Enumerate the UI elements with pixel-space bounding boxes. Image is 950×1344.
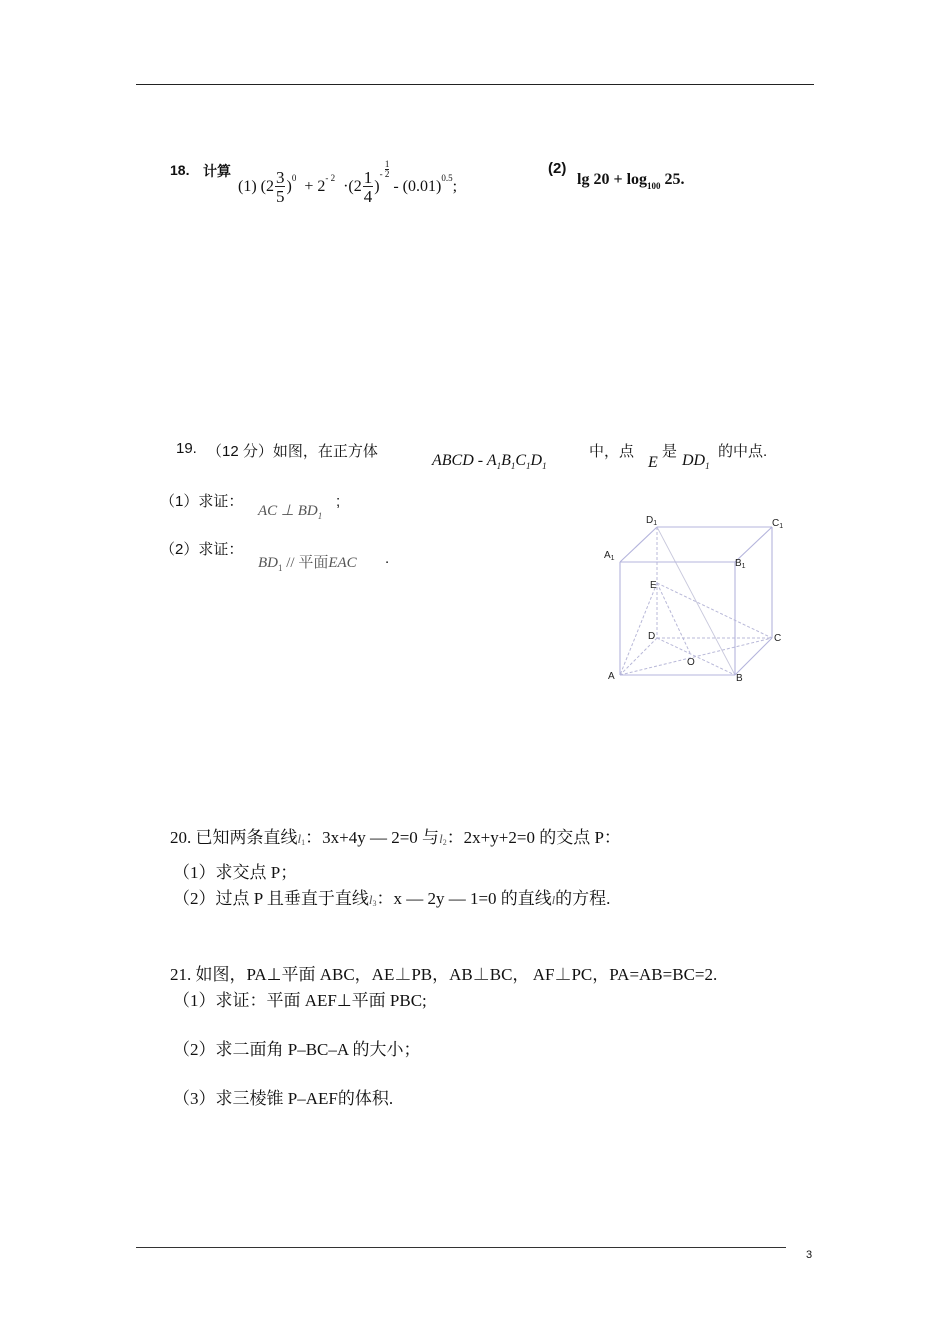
q18-number: 18. — [170, 162, 190, 178]
q21-statement: 21. 如图，PA⊥平面 ABC，AE⊥PB，AB⊥BC， AF⊥PC，PA=AB=BC=2. — [170, 965, 718, 984]
q19-part1-expression: AC ⊥ $BD_1$ — [258, 503, 323, 521]
q19-part2-label: （2）求证： — [160, 541, 244, 558]
cube-diagonal — [657, 527, 735, 675]
header-rule — [136, 84, 814, 85]
q18-part2-label: (2) — [548, 160, 567, 177]
q19-part2-expression: $BD_1$ // 平面EAC — [258, 555, 357, 573]
label-d1: $D_1$ — [646, 515, 658, 527]
q18-label: 计算 — [203, 163, 231, 179]
page-number: 3 — [806, 1249, 813, 1261]
q21-part2: （2）求二面角 P–BC–A 的大小； — [173, 1040, 421, 1059]
label-a1: $A_1$ — [604, 550, 615, 562]
q19-number: 19. — [176, 440, 197, 457]
q19-part1-end: ; — [336, 493, 341, 510]
label-a: A — [608, 671, 615, 682]
q18-part1-expression: (1) (2 $\frac{3}{5}$ )$^0 + 2^{- 2} \cdot(2$ $\frac{1}{4}$ )- $\frac{1}{2}$ - $(0.01)^{0.5}$; — [238, 159, 458, 207]
cube-vertex-labels — [604, 515, 783, 684]
q19-cube-name: ABCD - $A_1B_1C_1D_1$ — [432, 452, 547, 471]
footer-rule — [136, 1247, 786, 1248]
q20-statement: 20. 已知两条直线l1：3x+4y ― 2=0 与l2：2x+y+2=0 的交点 P： — [170, 828, 621, 847]
label-c1: $C_1$ — [772, 518, 784, 530]
q19-point-e: E — [648, 454, 658, 471]
label-e: E — [650, 580, 657, 591]
fraction-3-5: $\frac{3}{5}$ — [275, 168, 285, 207]
q21-part1: （1）求证：平面 AEF⊥平面 PBC; — [173, 991, 427, 1010]
q20-part1: （1）求交点 P； — [173, 863, 298, 882]
q19-segment: $DD_1$ — [682, 452, 710, 471]
q18-part2-expression: $\lg 20 + \log_{100} 25$. — [577, 171, 685, 191]
q20-part2: （2）过点 P 且垂直于直线l3：x ― 2y ― 1=0 的直线l的方程. — [173, 889, 611, 908]
cube-figure — [590, 505, 800, 695]
q19-end-text: 的中点. — [718, 443, 768, 460]
label-d: D — [648, 631, 656, 642]
q21-part3: （3）求三棱锥 P–AEF的体积. — [173, 1089, 394, 1108]
q19-is-text: 是 — [662, 443, 678, 460]
label-o: O — [687, 657, 695, 668]
fraction-1-4: $\frac{1}{4}$ — [363, 168, 373, 207]
q19-intro: （12 分）如图，在正方体 — [207, 443, 378, 460]
q19-part1-label: （1）求证： — [160, 493, 244, 510]
q19-mid-text: 中，点 — [589, 443, 635, 460]
label-b: B — [736, 673, 743, 684]
label-b1: $B_1$ — [735, 558, 746, 570]
q19-part2-end: . — [385, 550, 390, 567]
label-c: C — [774, 633, 782, 644]
exponent-neg-half: - $\frac{1}{2}$ — [379, 159, 390, 179]
